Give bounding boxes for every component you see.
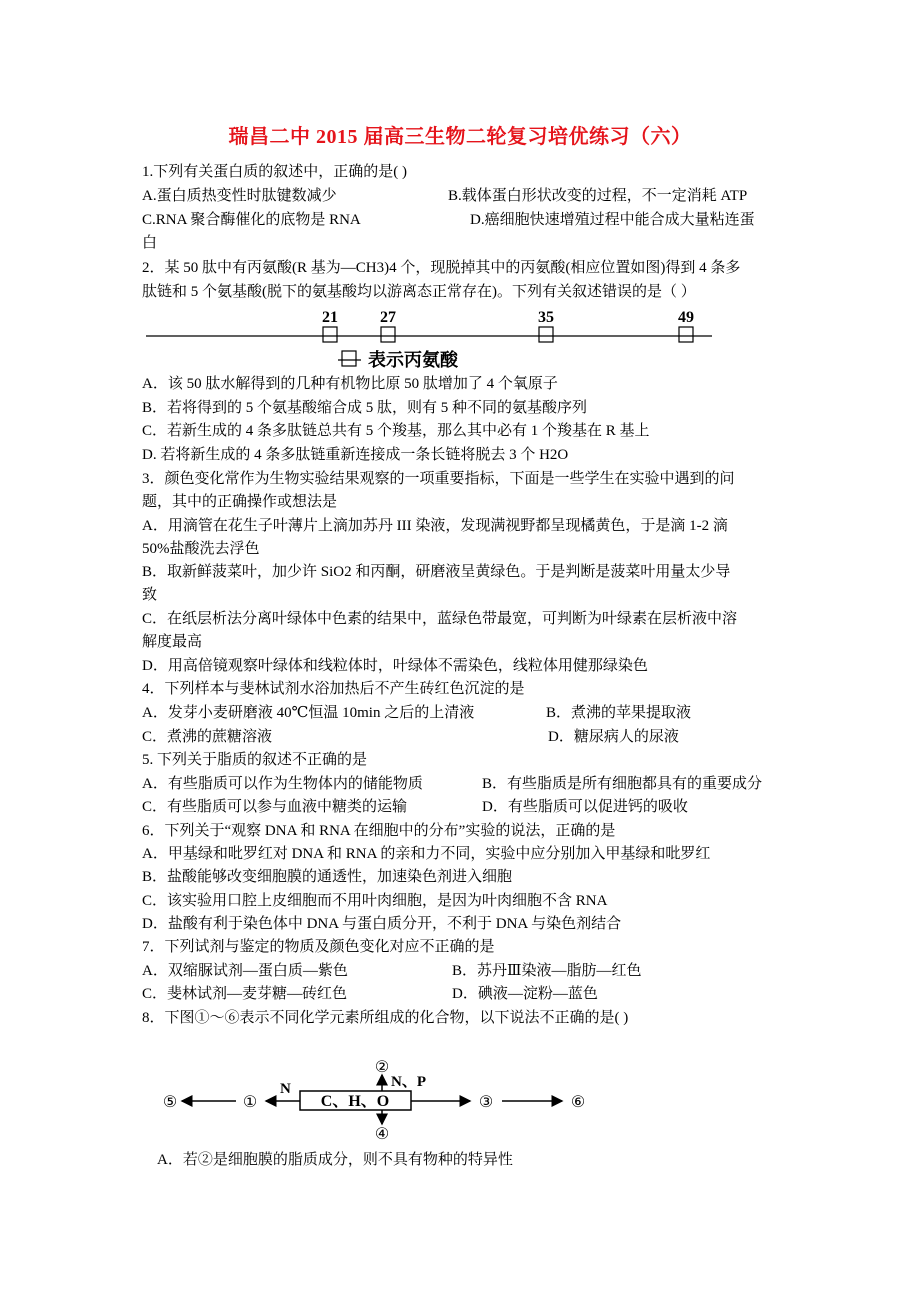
alanine-box-icon [381,327,395,342]
node-6 [571,1094,585,1111]
q5-option-d: D．有些脂质可以促进钙的吸收 [482,799,688,815]
node-4 [375,1126,389,1142]
q1-option-c: C.RNA 聚合酶催化的底物是 RNA [142,212,361,228]
q5-stem: 5. 下列关于脂质的叙述不正确的是 [142,752,368,768]
q5-option-b: B．有些脂质是所有细胞都具有的重要成分 [482,776,763,792]
svg-text:②: ② [374,1060,390,1076]
legend-label: 表示丙氨酸 [368,350,458,370]
q1-stem: 1.下列有关蛋白质的叙述中，正确的是( ) [142,164,407,180]
position-label: 35 [538,309,554,326]
q7-option-c: C．斐林试剂—麦芽糖—砖红色 [142,986,348,1002]
q6-stem: 6．下列关于“观察 DNA 和 RNA 在细胞中的分布”实验的说法，正确的是 [142,823,616,839]
position-label: 49 [678,309,694,326]
q1-option-d-continued: 白 [142,235,158,251]
svg-text:④: ④ [374,1126,390,1142]
q1-option-b: B.载体蛋白形状改变的过程，不一定消耗 ATP [448,188,748,204]
alanine-box-icon [323,327,337,342]
position-label: 21 [322,309,338,326]
figure-legend [338,349,459,370]
node-1 [243,1094,257,1111]
alanine-box-icon [342,351,356,366]
q1-option-a: A.蛋白质热变性时肽键数减少 [142,188,337,204]
q2-option-c: C．若新生成的 4 条多肽链总共有 5 个羧基，那么其中必有 1 个羧基在 R 基上 [142,423,650,439]
q8-stem: 8．下图①～⑥表示不同化学元素所组成的化合物，以下说法不正确的是( ) [142,1010,629,1026]
q3-option-c-line2: 解度最高 [142,634,203,650]
q8-option-a: A．若②是细胞膜的脂质成分，则不具有物种的特异性 [157,1152,513,1168]
alanine-marker-21 [322,309,338,342]
peptide-figure [142,306,722,376]
np-label: N、P [391,1074,426,1090]
q5-option-a: A．有些脂质可以作为生物体内的储能物质 [142,776,423,792]
q7-option-a: A．双缩脲试剂—蛋白质—紫色 [142,963,348,979]
center-label: C、H、O [320,1093,390,1110]
svg-text:③: ③ [478,1094,494,1111]
position-label: 27 [380,309,396,326]
q4-option-a: A．发芽小麦研磨液 40℃恒温 10min 之后的上清液 [142,705,475,721]
alanine-marker-49 [678,309,694,342]
q3-option-a-line2: 50%盐酸洗去浮色 [142,541,260,557]
svg-text:⑥: ⑥ [570,1094,586,1111]
q6-option-c: C．该实验用口腔上皮细胞而不用叶肉细胞，是因为叶肉细胞不含 RNA [142,893,608,909]
compound-element-diagram [150,1060,610,1142]
q2-option-d: D. 若将新生成的 4 条多肽链重新连接成一条长链将脱去 3 个 H2O [142,447,569,463]
q7-option-b: B．苏丹Ⅲ染液—脂肪—红色 [452,963,642,979]
node-3 [479,1094,493,1111]
n-label: N [280,1081,291,1097]
svg-text:①: ① [242,1094,258,1111]
svg-text:⑤: ⑤ [162,1094,178,1111]
q2-stem-line1: 2．某 50 肽中有丙氨酸(R 基为—CH3)4 个，现脱掉其中的丙氨酸(相应位置如图)得到 4 条多 [142,260,741,276]
q3-stem-line1: 3．颜色变化常作为生物实验结果观察的一项重要指标，下面是一些学生在实验中遇到的问 [142,471,735,487]
q6-option-a: A．甲基绿和吡罗红对 DNA 和 RNA 的亲和力不同，实验中应分别加入甲基绿和吡罗红 [142,846,711,862]
q3-option-b-line1: B．取新鲜菠菜叶，加少许 SiO2 和丙酮，研磨液呈黄绿色。于是判断是菠菜叶用量太少导 [142,564,731,580]
page-title: 瑞昌二中 2015 届高三生物二轮复习培优练习（六） [228,126,692,148]
q3-stem-line2: 题，其中的正确操作或想法是 [142,494,338,510]
center-box [300,1091,411,1110]
q3-option-a-line1: A．用滴管在花生子叶薄片上滴加苏丹 III 染液，发现满视野都呈现橘黄色，于是滴 1-2 滴 [142,518,728,534]
node-5 [163,1094,177,1111]
q4-stem: 4．下列样本与斐林试剂水浴加热后不产生砖红色沉淀的是 [142,681,525,697]
q6-option-d: D．盐酸有利于染色体中 DNA 与蛋白质分开，不利于 DNA 与染色剂结合 [142,916,622,932]
q7-option-d: D．碘液—淀粉—蓝色 [452,986,598,1002]
q5-option-c: C．有些脂质可以参与血液中糖类的运输 [142,799,408,815]
node-2 [375,1060,389,1076]
q1-option-d: D.癌细胞快速增殖过程中能合成大量粘连蛋 [470,212,755,228]
alanine-box-icon [539,327,553,342]
q6-option-b: B．盐酸能够改变细胞膜的通透性，加速染色剂进入细胞 [142,869,513,885]
q2-option-b: B．若将得到的 5 个氨基酸缩合成 5 肽，则有 5 种不同的氨基酸序列 [142,400,588,416]
q2-option-a: A．该 50 肽水解得到的几种有机物比原 50 肽增加了 4 个氧原子 [142,376,558,392]
q2-stem-line2: 肽链和 5 个氨基酸(脱下的氨基酸均以游离态正常存在)。下列有关叙述错误的是（ ） [142,284,696,300]
alanine-marker-35 [538,309,554,342]
q3-option-d: D．用高倍镜观察叶绿体和线粒体时，叶绿体不需染色，线粒体用健那绿染色 [142,658,648,674]
alanine-box-icon [679,327,693,342]
q4-option-d: D．糖尿病人的尿液 [548,729,679,745]
q3-option-c-line1: C．在纸层析法分离叶绿体中色素的结果中，蓝绿色带最宽，可判断为叶绿素在层析液中溶 [142,611,738,627]
q3-option-b-line2: 致 [142,587,158,603]
q4-option-c: C．煮沸的蔗糖溶液 [142,729,273,745]
q7-stem: 7．下列试剂与鉴定的物质及颜色变化对应不正确的是 [142,939,495,955]
q4-option-b: B．煮沸的苹果提取液 [546,705,692,721]
alanine-marker-27 [380,309,396,342]
